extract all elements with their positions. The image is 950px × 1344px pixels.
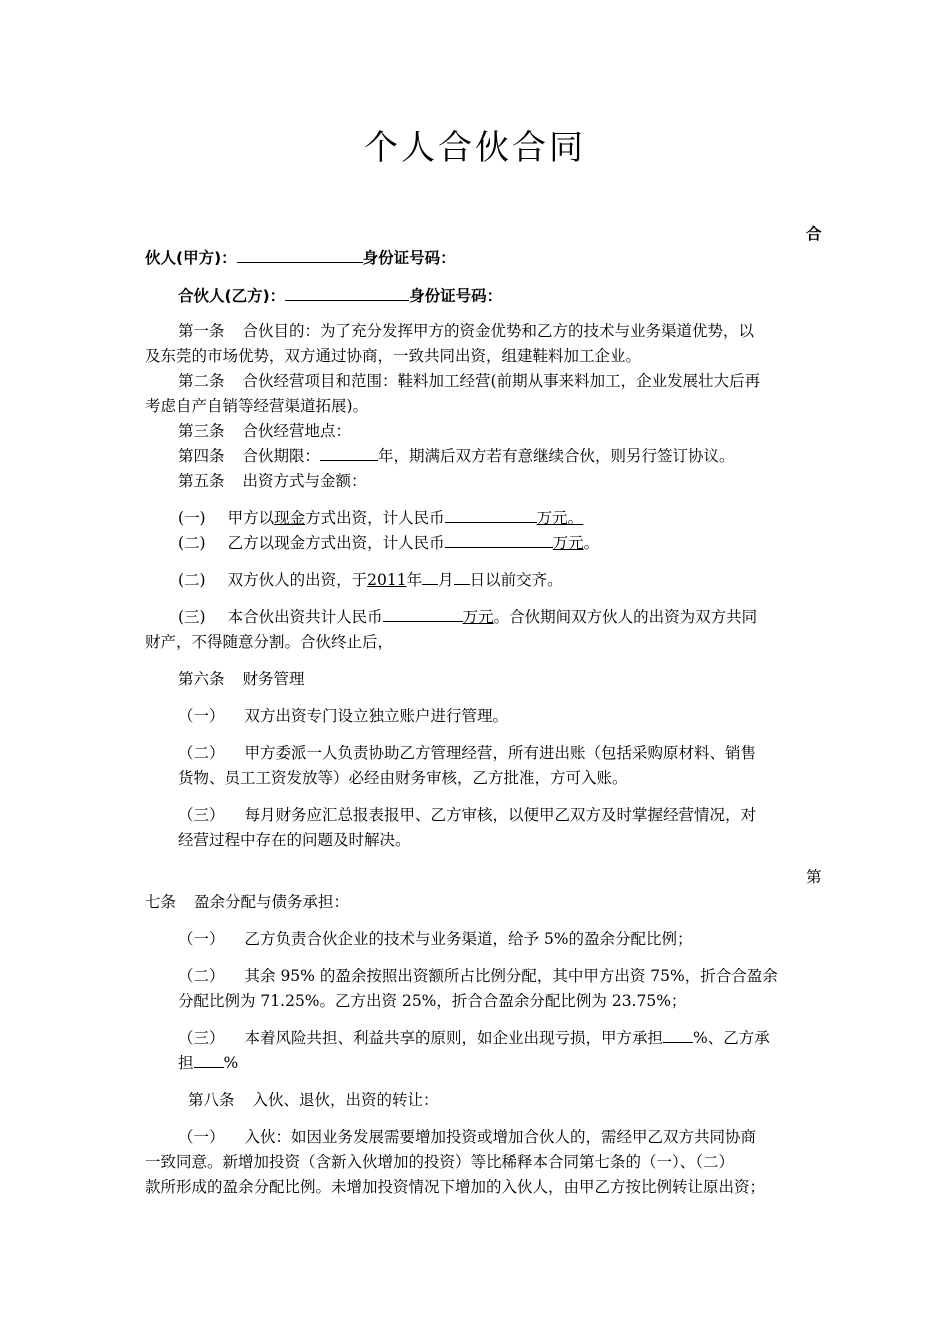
item-number: （三） bbox=[178, 806, 225, 824]
deadline-year: 2011 bbox=[367, 571, 407, 589]
article-8-title: 入伙、退伙，出资的转让： bbox=[252, 1091, 439, 1109]
article-7-line bbox=[145, 892, 349, 912]
item-text: 乙方负责合伙企业的技术与业务渠道，给予 5%的盈余分配比例； bbox=[244, 930, 693, 948]
article-5-line bbox=[178, 471, 367, 491]
item-text: 每月财务应汇总报表报甲、乙方审核，以便甲乙双方及时掌握经营情况，对 bbox=[244, 806, 757, 824]
party-b-line bbox=[178, 286, 502, 306]
item-number: (一) bbox=[178, 509, 206, 527]
item-number: （一） bbox=[178, 707, 225, 725]
article-7-title: 盈余分配与债务承担： bbox=[194, 893, 350, 911]
article-4-text: 年，期满后双方若有意继续合伙，则另行签订协议。 bbox=[378, 447, 735, 465]
party-a-loss-share-blank bbox=[663, 1028, 693, 1043]
item-number: (二) bbox=[178, 534, 206, 552]
item-number: （一） bbox=[178, 1128, 225, 1146]
article-3-text: 合伙经营地点： bbox=[242, 422, 352, 440]
item-number: （三） bbox=[178, 1029, 225, 1047]
article-7-item-3-line-2 bbox=[178, 1053, 238, 1073]
item-text: 甲方以 bbox=[227, 509, 275, 527]
item-text: 方式出资，计人民币 bbox=[305, 509, 445, 527]
article-5-item-4-line-2: 财产，不得随意分割。合伙终止后， bbox=[145, 633, 394, 651]
article-1-text: 合伙目的：为了充分发挥甲方的资金优势和乙方的技术与业务渠道优势，以 bbox=[242, 322, 755, 340]
article-7-item-2-line-1 bbox=[178, 966, 778, 986]
item-text: 。合伙期间双方伙人的出资为双方共同 bbox=[493, 608, 758, 626]
article-8-item-1-line-1 bbox=[178, 1127, 756, 1147]
item-text: 月 bbox=[438, 571, 454, 589]
party-b-label: 合伙人(乙方)： bbox=[178, 287, 286, 305]
item-text: 本着风险共担、利益共享的原则，如企业出现亏损，甲方承担 bbox=[244, 1029, 664, 1047]
party-a-line bbox=[145, 248, 456, 268]
article-2-text: 合伙经营项目和范围：鞋料加工经营(前期从事来料加工，企业发展壮大后再 bbox=[242, 372, 761, 390]
item-text: 担 bbox=[178, 1054, 194, 1072]
item-text: 年 bbox=[406, 571, 423, 589]
party-b-id-label: 身份证号码： bbox=[409, 287, 503, 305]
article-2-line-2: 考虑自产自销等经营渠道拓展)。 bbox=[145, 397, 369, 415]
item-text: 双方伙人的出资，于 bbox=[227, 571, 368, 589]
article-8-number: 第八条 bbox=[188, 1091, 235, 1109]
article-3-line bbox=[178, 421, 351, 441]
article-4-number: 第四条 bbox=[178, 447, 225, 465]
item-text: 本合伙出资共计人民币 bbox=[227, 608, 383, 626]
party-a-name-blank bbox=[237, 248, 363, 263]
article-6-item-3-line-1 bbox=[178, 805, 756, 825]
term-years-blank bbox=[320, 446, 378, 461]
party-a-id-label: 身份证号码： bbox=[362, 249, 456, 267]
article-1-line-2: 及东莞的市场优势，双方通过协商，一致共同出资，组建鞋料加工企业。 bbox=[145, 347, 642, 365]
item-number: （二） bbox=[178, 744, 225, 762]
article-1-line-1 bbox=[178, 321, 754, 341]
amount-unit: 万元。 bbox=[536, 509, 584, 527]
article-5-number: 第五条 bbox=[178, 472, 225, 490]
article-2-line-1 bbox=[178, 371, 760, 391]
article-4-line bbox=[178, 446, 735, 466]
article-6-number: 第六条 bbox=[178, 670, 225, 688]
article-5-item-2 bbox=[178, 533, 599, 553]
article-8-item-1-line-2: 一致同意。新增加投资（含新入伙增加的投资）等比稀释本合同第七条的（一）、（二） bbox=[145, 1153, 735, 1171]
article-8-item-1-line-3: 款所形成的盈余分配比例。未增加投资情况下增加的入伙人，由甲乙方按比例转让原出资； bbox=[145, 1178, 766, 1196]
article-6-line bbox=[178, 669, 305, 689]
article-7-item-2-line-2: 分配比例为 71.25%。乙方出资 25%，折合合盈余分配比例为 23.75%； bbox=[178, 992, 687, 1010]
item-number: （二） bbox=[178, 967, 225, 985]
item-text: % bbox=[223, 1054, 239, 1072]
article-5-item-4-line-1 bbox=[178, 607, 757, 627]
item-number: (二) bbox=[178, 571, 206, 589]
article-7-number: 七条 bbox=[145, 893, 177, 911]
item-number: (三) bbox=[178, 608, 206, 626]
party-b-loss-share-blank bbox=[194, 1053, 224, 1068]
article-7-item-1 bbox=[178, 929, 693, 949]
article-4-label: 合伙期限： bbox=[242, 447, 321, 465]
item-text: %、乙方承 bbox=[693, 1029, 770, 1047]
article-6-item-2-line-1 bbox=[178, 743, 756, 763]
item-text: 。 bbox=[583, 534, 600, 552]
document-title: 个人合伙合同 bbox=[364, 128, 586, 168]
article-5-item-3 bbox=[178, 570, 563, 590]
party-b-name-blank bbox=[285, 286, 409, 301]
month-blank bbox=[422, 570, 438, 585]
article-5-title: 出资方式与金额： bbox=[242, 472, 367, 490]
item-text: 入伙：如因业务发展需要增加投资或增加合伙人的，需经甲乙双方共同协商 bbox=[244, 1128, 757, 1146]
day-blank bbox=[454, 570, 470, 585]
article-8-line bbox=[188, 1090, 439, 1110]
item-number: （一） bbox=[178, 930, 225, 948]
article-6-item-1 bbox=[178, 706, 508, 726]
article-7-prefix: 第 bbox=[806, 868, 822, 886]
article-2-number: 第二条 bbox=[178, 372, 225, 390]
article-1-number: 第一条 bbox=[178, 322, 225, 340]
item-text: 甲方委派一人负责协助乙方管理经营，所有进出账（包括采购原材料、销售 bbox=[244, 744, 757, 762]
amount-blank bbox=[445, 508, 537, 523]
article-3-number: 第三条 bbox=[178, 422, 225, 440]
party-a-prefix: 合 bbox=[806, 225, 822, 243]
article-6-item-2-line-2: 货物、员工工资发放等）必经由财务审核，乙方批准，方可入账。 bbox=[178, 769, 628, 787]
amount-unit: 万元 bbox=[462, 608, 494, 626]
amount-blank bbox=[445, 533, 553, 548]
contribution-method: 现金 bbox=[274, 509, 306, 527]
item-text: 乙方以现金方式出资，计人民币 bbox=[227, 534, 445, 552]
item-text: 双方出资专门设立独立账户进行管理。 bbox=[244, 707, 509, 725]
amount-blank bbox=[383, 607, 463, 622]
article-6-item-3-line-2: 经营过程中存在的问题及时解决。 bbox=[178, 831, 411, 849]
amount-unit: 万元 bbox=[552, 534, 584, 552]
article-5-item-1 bbox=[178, 508, 583, 528]
article-6-title: 财务管理 bbox=[242, 670, 305, 688]
party-a-label: 伙人(甲方)： bbox=[145, 249, 237, 267]
article-7-item-3-line-1 bbox=[178, 1028, 770, 1048]
item-text: 其余 95% 的盈余按照出资额所占比例分配，其中甲方出资 75%，折合合盈余 bbox=[244, 967, 778, 985]
item-text: 日以前交齐。 bbox=[469, 571, 563, 589]
